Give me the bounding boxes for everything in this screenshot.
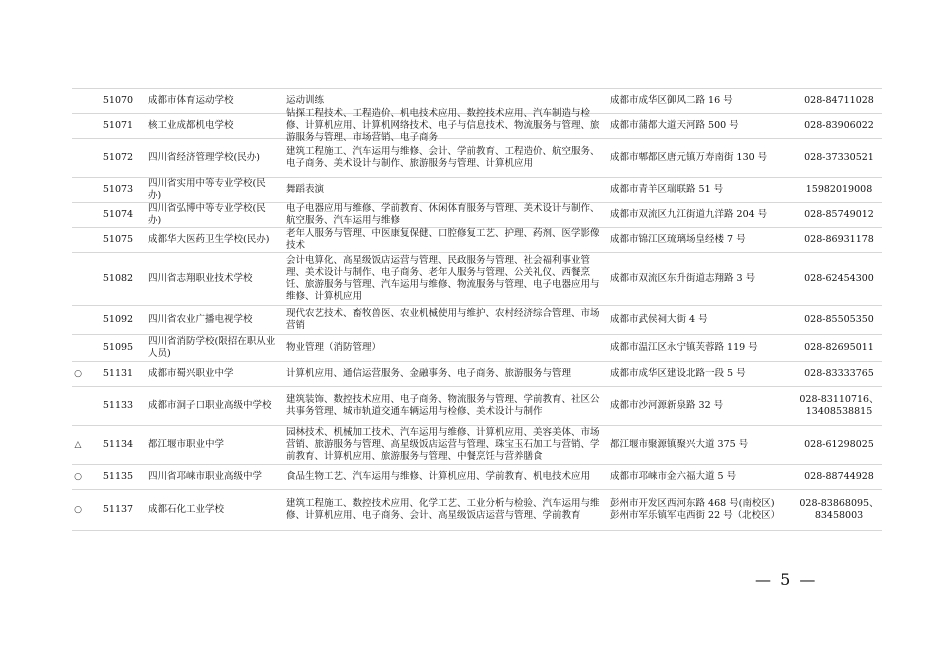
row-mark — [72, 277, 84, 281]
school-name: 都江堰市职业中学 — [148, 439, 225, 450]
row-mark — [72, 99, 84, 103]
majors-list: 物业管理（消防管理） — [286, 342, 382, 353]
phone-number: 028-84711028 — [804, 95, 874, 106]
majors-list: 现代农艺技术、畜牧兽医、农业机械使用与维护、农村经济综合管理、市场营销 — [286, 308, 600, 331]
phone-number: 028-62454300 — [804, 273, 874, 284]
row-mark — [72, 124, 84, 128]
school-name: 成都华大医药卫生学校(民办) — [148, 234, 270, 245]
school-code: 51072 — [102, 152, 134, 163]
school-table — [72, 88, 882, 531]
school-name: 四川省邛崃市职业高级中学 — [148, 471, 263, 482]
row-mark: △ — [74, 440, 82, 450]
school-address: 成都市蒲都大道天河路 500 号 — [610, 120, 739, 131]
phone-number: 028-37330521 — [804, 152, 874, 163]
school-address: 成都市双流区东升街道志翔路 3 号 — [610, 273, 756, 284]
school-address: 成都市郫都区唐元镇万寿南街 130 号 — [610, 152, 768, 163]
school-address: 成都市温江区永宁镇芙蓉路 119 号 — [610, 342, 758, 353]
school-name: 四川省消防学校(限招在职从业人员) — [148, 336, 276, 359]
school-address: 成都市沙河源新泉路 32 号 — [610, 400, 724, 411]
school-address: 都江堰市聚源镇聚兴大道 375 号 — [610, 439, 749, 450]
school-address: 成都市锦江区琉璃场皇经楼 7 号 — [610, 234, 746, 245]
majors-list: 钻探工程技术、工程造价、机电技术应用、数控技术应用、汽车制造与检修、计算机应用、计算机网络技术、电子与信息技术、物流服务与管理、旅游服务与管理、市场营销、电子商务 — [286, 108, 600, 143]
row-mark: ○ — [74, 505, 82, 515]
table-row — [72, 178, 882, 203]
phone-number: 028-82695011 — [804, 342, 874, 353]
majors-list: 建筑工程施工、汽车运用与维修、会计、学前教育、工程造价、航空服务、电子商务、美术设计与制作、旅游服务与管理、计算机应用 — [286, 146, 600, 169]
majors-list: 舞蹈表演 — [286, 184, 325, 195]
table-row — [72, 228, 882, 253]
school-code: 51137 — [102, 504, 134, 515]
phone-number: 028-83110716、13408538815 — [799, 394, 879, 417]
table-row — [72, 490, 882, 531]
phone-number: 15982019008 — [805, 184, 873, 195]
row-mark — [72, 318, 84, 322]
school-code: 51131 — [102, 368, 134, 379]
school-name: 成都市蜀兴职业中学 — [148, 368, 234, 379]
majors-list: 会计电算化、高星级饭店运营与管理、民政服务与管理、社会福利事业管理、美术设计与制作、电子商务、老年人服务与管理、公关礼仪、西餐烹饪、旅游服务与管理、汽车运用与维修、物流服务与管理、电子电器应用与维修、计算机应用 — [286, 255, 600, 302]
school-name: 四川省实用中等专业学校(民办) — [148, 178, 266, 201]
table-row — [72, 139, 882, 178]
phone-number: 028-86931178 — [804, 234, 874, 245]
row-mark: ○ — [74, 369, 82, 379]
table-row — [72, 465, 882, 490]
school-address: 成都市青羊区瑞联路 51 号 — [610, 184, 724, 195]
row-mark — [72, 156, 84, 160]
majors-list: 食品生物工艺、汽车运用与维修、计算机应用、学前教育、机电技术应用 — [286, 471, 591, 482]
majors-list: 计算机应用、通信运营服务、金融事务、电子商务、旅游服务与管理 — [286, 368, 572, 379]
school-address: 成都市双流区九江街道九洋路 204 号 — [610, 209, 768, 220]
school-code: 51135 — [102, 471, 134, 482]
school-code: 51073 — [102, 184, 134, 195]
phone-number: 028-83333765 — [804, 368, 874, 379]
phone-number: 028-61298025 — [804, 439, 874, 450]
school-code: 51070 — [102, 95, 134, 106]
row-mark — [72, 188, 84, 192]
school-address: 成都市成华区御风二路 16 号 — [610, 95, 733, 106]
table-row — [72, 335, 882, 362]
table-row — [72, 426, 882, 465]
table-row — [72, 362, 882, 387]
school-name: 成都市体育运动学校 — [148, 95, 234, 106]
table-row — [72, 387, 882, 426]
phone-number: 028-83906022 — [804, 120, 874, 131]
school-code: 51133 — [102, 400, 134, 411]
school-address: 成都市邛崃市金六福大道 5 号 — [610, 471, 737, 482]
school-code: 51095 — [102, 342, 134, 353]
school-code: 51075 — [102, 234, 134, 245]
row-mark — [72, 346, 84, 350]
table-row — [72, 203, 882, 228]
page-number: — 5 — — [755, 570, 818, 589]
phone-number: 028-85749012 — [804, 209, 874, 220]
majors-list: 运动训练 — [286, 95, 325, 106]
majors-list: 老年人服务与管理、中医康复保健、口腔修复工艺、护理、药剂、医学影像技术 — [286, 228, 600, 251]
school-code: 51074 — [102, 209, 134, 220]
row-mark — [72, 238, 84, 242]
majors-list: 园林技术、机械加工技术、汽车运用与维修、计算机应用、美容美体、市场营销、旅游服务与管理、高星级饭店运营与管理、珠宝玉石加工与营销、学前教育、计算机应用、旅游服务与管理、中餐烹饪与营养膳食 — [286, 427, 600, 462]
row-mark — [72, 213, 84, 217]
majors-list: 电子电器应用与维修、学前教育、休闲体育服务与管理、美术设计与制作、航空服务、汽车运用与维修 — [286, 203, 600, 226]
table-row — [72, 253, 882, 306]
table-row — [72, 108, 882, 143]
school-code: 51071 — [102, 120, 134, 131]
school-address: 成都市武侯祠大街 4 号 — [610, 314, 708, 325]
school-address: 成都市成华区建设北路一段 5 号 — [610, 368, 746, 379]
phone-number: 028-83868095、83458003 — [799, 498, 879, 521]
table-row — [72, 306, 882, 335]
school-name: 核工业成都机电学校 — [148, 120, 234, 131]
school-address: 彭州市开发区西河东路 468 号(南校区)彭州市军乐镇军屯西街 22 号（北校区） — [610, 498, 781, 521]
row-mark — [72, 404, 84, 408]
school-name: 四川省弘博中等专业学校(民办) — [148, 203, 266, 226]
phone-number: 028-88744928 — [804, 471, 874, 482]
school-code: 51082 — [102, 273, 134, 284]
row-mark: ○ — [74, 472, 82, 482]
majors-list: 建筑装饰、数控技术应用、电子商务、物流服务与管理、学前教育、社区公共事务管理、城市轨道交通车辆运用与检修、美术设计与制作 — [286, 394, 600, 417]
school-name: 成都市洞子口职业高级中学校 — [148, 400, 272, 411]
school-name: 四川省农业广播电视学校 — [148, 314, 253, 325]
majors-list: 建筑工程施工、数控技术应用、化学工艺、工业分析与检验、汽车运用与维修、计算机应用、电子商务、会计、高星级饭店运营与管理、学前教育 — [286, 498, 600, 521]
school-code: 51092 — [102, 314, 134, 325]
school-name: 四川省经济管理学校(民办) — [148, 152, 260, 163]
phone-number: 028-85505350 — [804, 314, 874, 325]
school-name: 四川省志翔职业技术学校 — [148, 273, 253, 284]
school-name: 成都石化工业学校 — [148, 504, 225, 515]
school-code: 51134 — [102, 439, 134, 450]
